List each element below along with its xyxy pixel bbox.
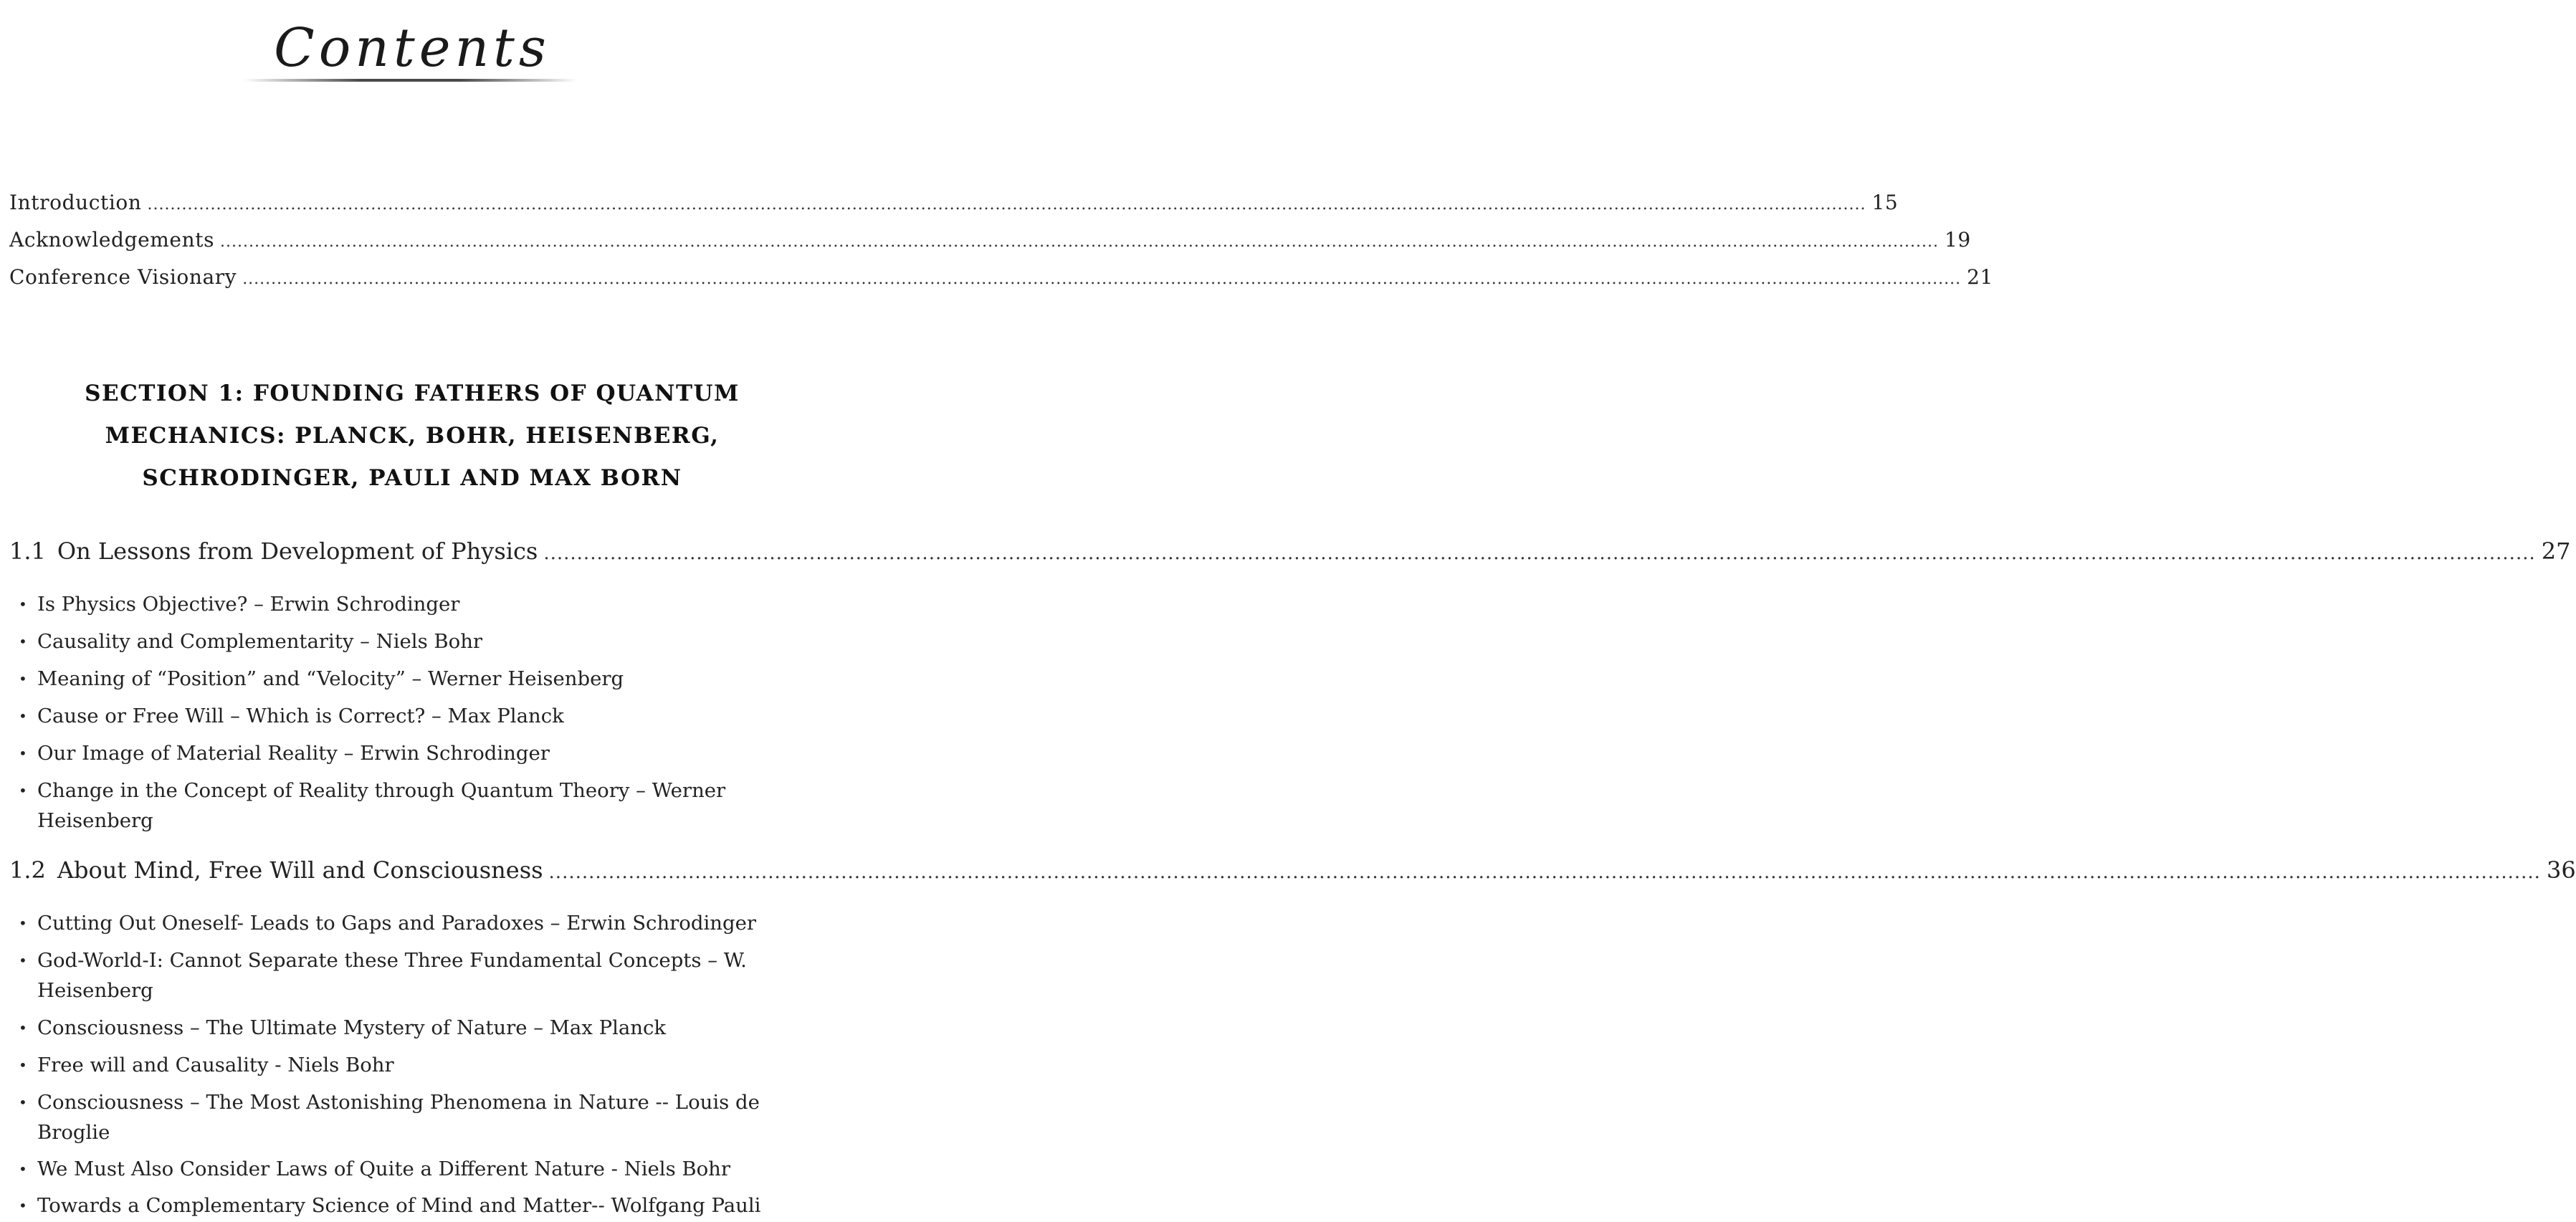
list-item-text: Is Physics Objective? – Erwin Schrodinger [37,593,460,616]
list-item [19,626,778,657]
list-item [19,738,778,768]
toc-entry-introduction[interactable] [9,191,1899,214]
bullet-icon: • [19,915,27,932]
list-item-text: Consciousness – The Most Astonishing Phenomena in Nature -- Louis de Broglie [37,1091,760,1144]
chapter-number: 1.1 [9,538,46,565]
bullet-icon: • [19,707,27,725]
toc-entry-label: Conference Visionary [9,265,237,289]
chapter-title: About Mind, Free Will and Consciousness [57,856,543,884]
bullet-icon: • [19,1160,27,1178]
list-item [19,1013,778,1043]
chapter-number: 1.2 [9,856,46,884]
bullet-icon: • [19,1056,27,1074]
toc-chapter-1-1[interactable] [9,538,2571,565]
list-item [19,775,778,836]
list-item-text: Change in the Concept of Reality through Quantum Theory – Werner Heisenberg [37,779,726,832]
toc-entry-page: 21 [1967,265,1993,289]
list-item [19,908,778,938]
list-item-text: Our Image of Material Reality – Erwin Schrodinger [37,742,550,765]
chapter-title: On Lessons from Development of Physics [57,538,538,565]
list-item-text: We Must Also Consider Laws of Quite a Different Nature - Niels Bohr [37,1157,731,1180]
toc-entry-acknowledgements[interactable] [9,228,1971,252]
bullet-icon: • [19,633,27,650]
section-heading-line: MECHANICS: PLANCK, BOHR, HEISENBERG, [105,423,720,449]
section-heading-line: SCHRODINGER, PAULI AND MAX BORN [142,465,682,491]
dot-leader: ............................................................................................................................................................................................................................................................................................................ [548,861,2541,883]
bullet-icon: • [19,596,27,613]
list-item-text: Cutting Out Oneself- Leads to Gaps and Paradoxes – Erwin Schrodinger [37,912,756,935]
list-item-text: Cause or Free Will – Which is Correct? – Max Planck [37,705,564,727]
chapter-label [9,538,538,565]
bullet-icon: • [19,952,27,969]
list-item-text: Meaning of “Position” and “Velocity” – Werner Heisenberg [37,667,624,690]
toc-entry-label: Introduction [9,191,142,214]
list-item-text: Free will and Causality - Niels Bohr [37,1054,394,1077]
bullet-icon: • [19,1094,27,1111]
toc-chapter-1-2[interactable] [9,856,2576,884]
toc-entry-conference-visionary[interactable] [9,265,1993,289]
toc-entry-page: 19 [1945,228,1971,252]
page-title: Contents [274,17,550,79]
dot-leader: ............................................................................................................................................................................................................................................................................................................ [147,196,1866,214]
toc-entry-label: Acknowledgements [9,228,215,252]
section-heading [0,373,824,500]
list-item-text: Causality and Complementarity – Niels Bohr [37,630,483,653]
chapter-page: 27 [2541,538,2571,565]
list-item [19,1154,778,1184]
bullet-icon: • [19,782,27,799]
list-item-text: Consciousness – The Ultimate Mystery of Nature – Max Planck [37,1016,667,1039]
list-item [19,1087,778,1147]
list-item [19,664,778,694]
chapter-page: 36 [2546,856,2576,884]
chapter-label [9,856,543,884]
list-item [19,945,778,1006]
title-underline [244,79,577,82]
dot-leader: ............................................................................................................................................................................................................................................................................................................ [543,543,2536,564]
dot-leader: ............................................................................................................................................................................................................................................................................................................ [220,233,1939,251]
list-item-text: God-World-I: Cannot Separate these Three Fundamental Concepts – W. Heisenberg [37,949,747,1002]
bullet-icon: • [19,1197,27,1214]
list-item-text: Towards a Complementary Science of Mind and Matter-- Wolfgang Pauli [37,1194,761,1217]
toc-entry-page: 15 [1871,191,1899,214]
dot-leader: ............................................................................................................................................................................................................................................................................................................ [242,270,1962,288]
list-item [19,701,778,731]
list-item [19,1190,778,1221]
bullet-icon: • [19,1019,27,1036]
bullet-icon: • [19,670,27,687]
section-heading-line: SECTION 1: FOUNDING FATHERS OF QUANTUM [85,381,740,406]
list-item [19,1050,778,1080]
bullet-icon: • [19,745,27,762]
list-item [19,589,778,619]
